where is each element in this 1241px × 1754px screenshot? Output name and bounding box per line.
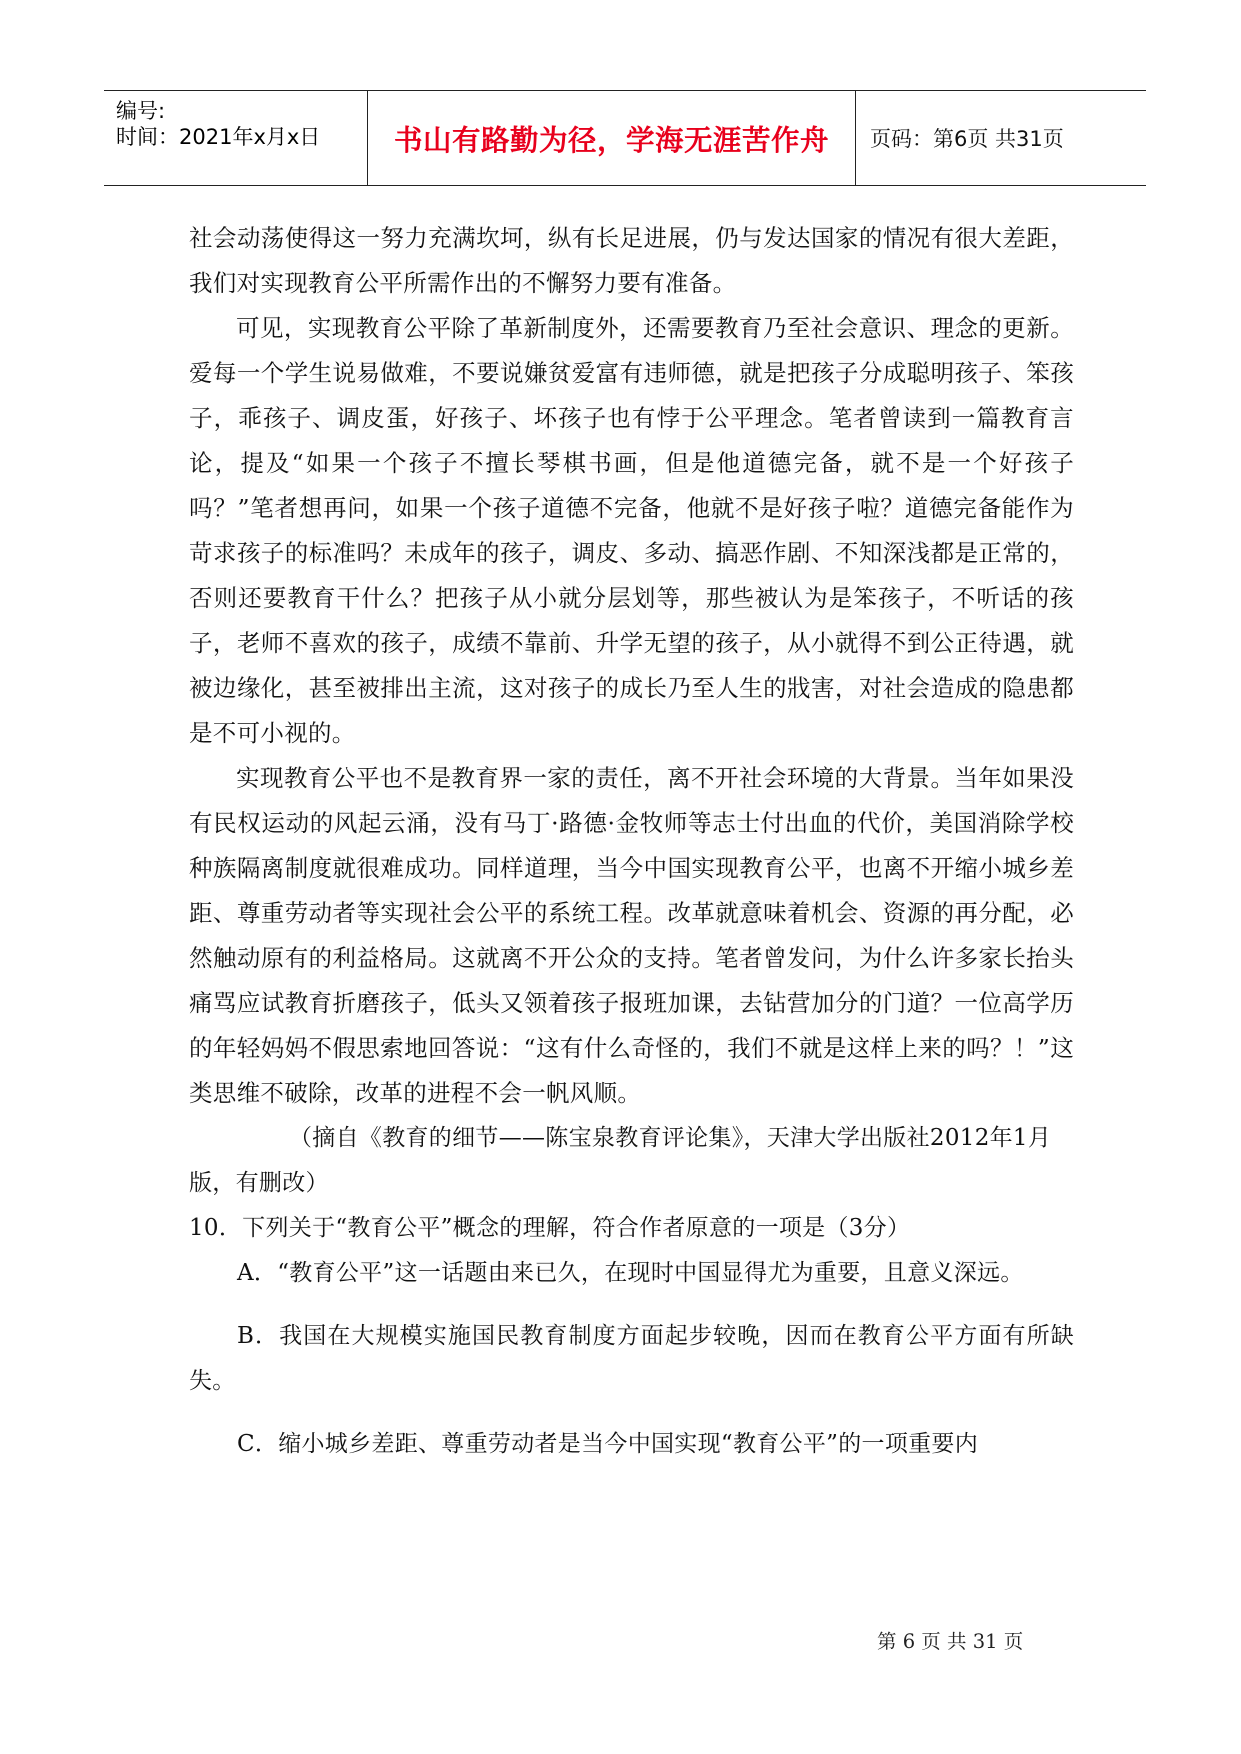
document-body <box>189 216 1074 1467</box>
motto: 书山有路勤为径，学海无涯苦作舟 <box>393 123 829 157</box>
option-c: C．缩小城乡差距、尊重劳动者是当今中国实现“教育公平”的一项重要内 <box>237 1431 979 1457</box>
header-page-code <box>856 91 1146 185</box>
option-b: B．我国在大规模实施国民教育制度方面起步较晚，因而在教育公平方面有所缺失。 <box>189 1323 1074 1394</box>
header-meta <box>104 91 368 185</box>
option-a: A．“教育公平”这一话题由来已久，在现时中国显得尤为重要，且意义深远。 <box>237 1260 1024 1286</box>
paragraph-1: 社会动荡使得这一努力充满坎坷，纵有长足进展，仍与发达国家的情况有很大差距，我们对实现教育公平所需作出的不懈努力要有准备。 <box>189 224 1074 297</box>
header-motto-cell <box>368 91 856 185</box>
page-code-label: 页码：第6页 共31页 <box>870 127 1064 151</box>
paragraph-2: 可见，实现教育公平除了革新制度外，还需要教育乃至社会意识、理念的更新。爱每一个学生说易做难，不要说嫌贫爱富有违师德，就是把孩子分成聪明孩子、笨孩子，乖孩子、调皮蛋，好孩子、坏孩子也有悖于公平理念。笔者曾读到一篇教育言论，提及“如果一个孩子不擅长琴棋书画，但是他道德完备，就不是一个好孩子吗？”笔者想再问，如果一个孩子道德不完备，他就不是好孩子啦？道德完备能作为苛求孩子的标准吗？未成年的孩子，调皮、多动、搞恶作剧、不知深浅都是正常的，否则还要教育干什么？把孩子从小就分层划等，那些被认为是笨孩子，不听话的孩子，老师不喜欢的孩子，成绩不靠前、升学无望的孩子，从小就得不到公正待遇，就被边缘化，甚至被排出主流，这对孩子的成长乃至人生的戕害，对社会造成的隐患都是不可小视的。 <box>189 314 1074 747</box>
page-header <box>104 90 1146 186</box>
page-footer: 第 6 页 共 31 页 <box>877 1630 1024 1653</box>
question-stem: 10．下列关于“教育公平”概念的理解，符合作者原意的一项是（3分） <box>189 1215 911 1241</box>
paragraph-3: 实现教育公平也不是教育界一家的责任，离不开社会环境的大背景。当年如果没有民权运动的风起云涌，没有马丁·路德·金牧师等志士付出血的代价，美国消除学校种族隔离制度就很难成功。同样道理，当今中国实现教育公平，也离不开缩小城乡差距、尊重劳动者等实现社会公平的系统工程。改革就意味着机会、资源的再分配，必然触动原有的利益格局。这就离不开公众的支持。笔者曾发问，为什么许多家长抬头痛骂应试教育折磨孩子，低头又领着孩子报班加课，去钻营加分的门道？一位高学历的年轻妈妈不假思索地回答说：“这有什么奇怪的，我们不就是这样上来的吗？！”这类思维不破除，改革的进程不会一帆风顺。 <box>189 764 1074 1107</box>
source-citation: （摘自《教育的细节——陈宝泉教育评论集》，天津大学出版社2012年1月版，有删改） <box>189 1125 1052 1196</box>
number-label: 编号: <box>116 99 166 123</box>
time-label: 时间：2021年x月x日 <box>116 125 321 149</box>
